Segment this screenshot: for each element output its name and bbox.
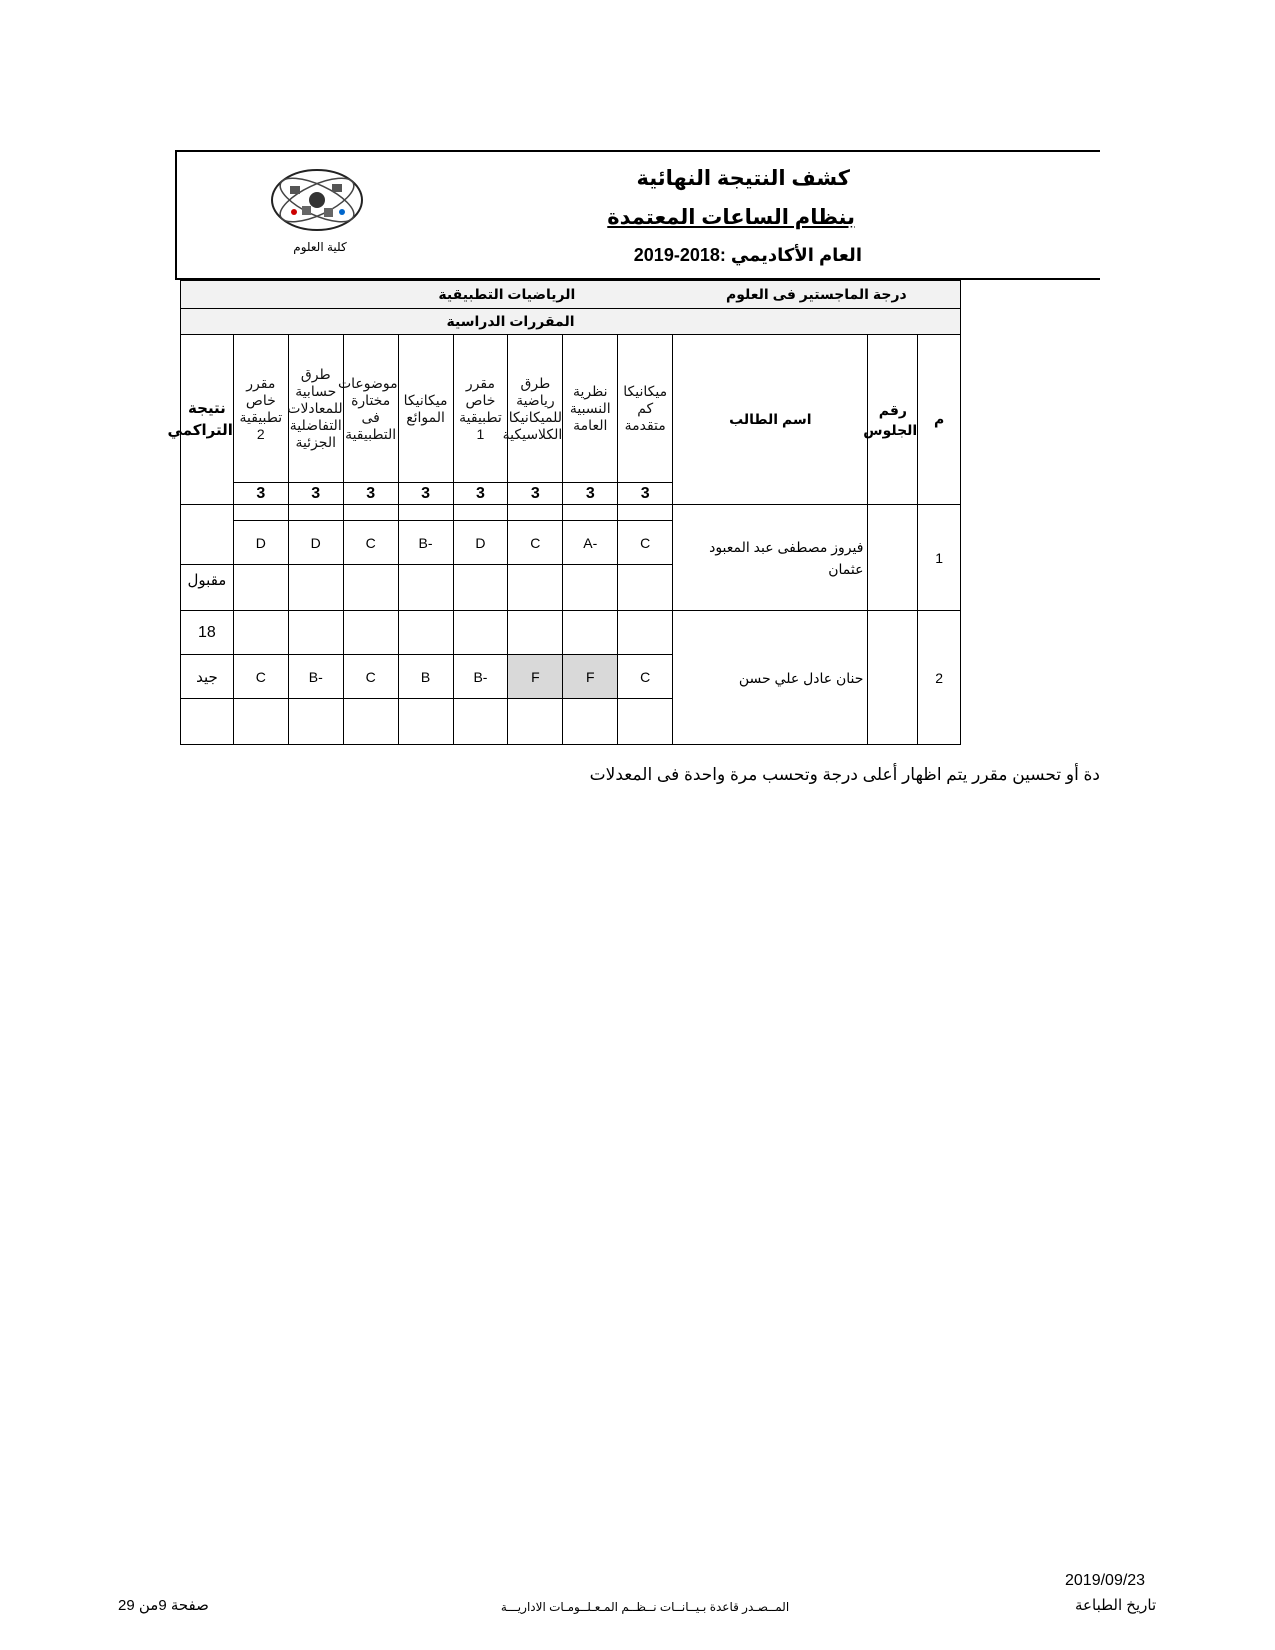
table-row (181, 611, 961, 655)
table-row (181, 505, 961, 521)
student-name-header: اسم الطالب (673, 335, 868, 505)
degree-cell (673, 281, 961, 309)
course-hours: 3 (343, 483, 398, 505)
grade-cell: D (233, 521, 288, 565)
page-number: صفحة 9من 29 (118, 1597, 209, 1614)
grade-cell: C (343, 655, 398, 699)
course-header: ميكانيكا كم متقدمة (618, 335, 673, 483)
course-hours: 3 (618, 483, 673, 505)
cumulative-hours (181, 505, 234, 565)
faculty-caption: كلية العلوم (293, 240, 347, 254)
grade-cell: B- (288, 655, 343, 699)
degree: درجة الماجستير فى العلوم (725, 286, 907, 302)
grade-cell: A- (563, 521, 618, 565)
student-index: 1 (918, 505, 961, 611)
footnote: دة أو تحسين مقرر يتم اظهار أعلى درجة وتحسب مرة واحدة فى المعدلات (589, 765, 1100, 784)
grade-cell: D (453, 521, 508, 565)
grade-cell: C (508, 521, 563, 565)
course-hours: 3 (288, 483, 343, 505)
seat-number (868, 505, 918, 611)
grade-cell: B- (453, 655, 508, 699)
student-result: مقبول (181, 565, 234, 611)
specialization-cell (181, 281, 673, 309)
seat-number-header: رقم الجلوس (868, 335, 918, 505)
course-hours: 3 (453, 483, 508, 505)
course-header: مقرر خاص تطبيقية 1 (453, 335, 508, 483)
grade-cell: C (618, 521, 673, 565)
data-source: المــصـدر قاعدة بـيــانــات نــظــم المـعـلــومـات الاداريـــة (500, 1600, 790, 1614)
grade-cell-failed: F (508, 655, 563, 699)
courses-label: المقررات الدراسية (446, 313, 575, 329)
grades-table (167, 280, 961, 745)
report-subtitle: بنظام الساعات المعتمدة (607, 206, 855, 229)
course-header: طرق رياضية للميكانيكا الكلاسيكية (508, 335, 563, 483)
course-hours: 3 (233, 483, 288, 505)
index-header: م (918, 335, 961, 505)
grade-cell: C (618, 655, 673, 699)
result-header: نتيجة التراكمي (181, 335, 234, 505)
course-header: طرق حسابية للمعادلات التفاضلية الجزئية (288, 335, 343, 483)
student-name: فيروز مصطفى عبد المعبود عثمان (673, 505, 868, 611)
grade-cell: B (398, 655, 453, 699)
course-header: مقرر خاص تطبيقية 2 (233, 335, 288, 483)
course-header: ميكانيكا الموائع (398, 335, 453, 483)
student-result: جيد (181, 655, 234, 699)
report-title: كشف النتيجة النهائية (636, 167, 850, 190)
course-header: موضوعات مختارة فى التطبيقية (343, 335, 398, 483)
university-logo (262, 162, 372, 237)
grade-cell-failed: F (563, 655, 618, 699)
grade-cell: D (288, 521, 343, 565)
seat-number (868, 611, 918, 745)
grade-cell: C (233, 655, 288, 699)
course-hours: 3 (563, 483, 618, 505)
specialization: الرياضيات التطبيقية (438, 286, 576, 302)
grade-cell: C (343, 521, 398, 565)
student-index: 2 (918, 611, 961, 745)
print-date-label: تاريخ الطباعة (1075, 1597, 1157, 1614)
course-header: نظرية النسبية العامة (563, 335, 618, 483)
course-hours: 3 (398, 483, 453, 505)
student-name: حنان عادل علي حسن (673, 611, 868, 745)
course-hours: 3 (508, 483, 563, 505)
cumulative-hours: 18 (181, 611, 234, 655)
academic-year: العام الأكاديمي :2018-2019 (633, 245, 862, 265)
print-date: 2019/09/23 (1065, 1572, 1146, 1589)
courses-label-cell (181, 309, 961, 335)
grade-cell: B- (398, 521, 453, 565)
